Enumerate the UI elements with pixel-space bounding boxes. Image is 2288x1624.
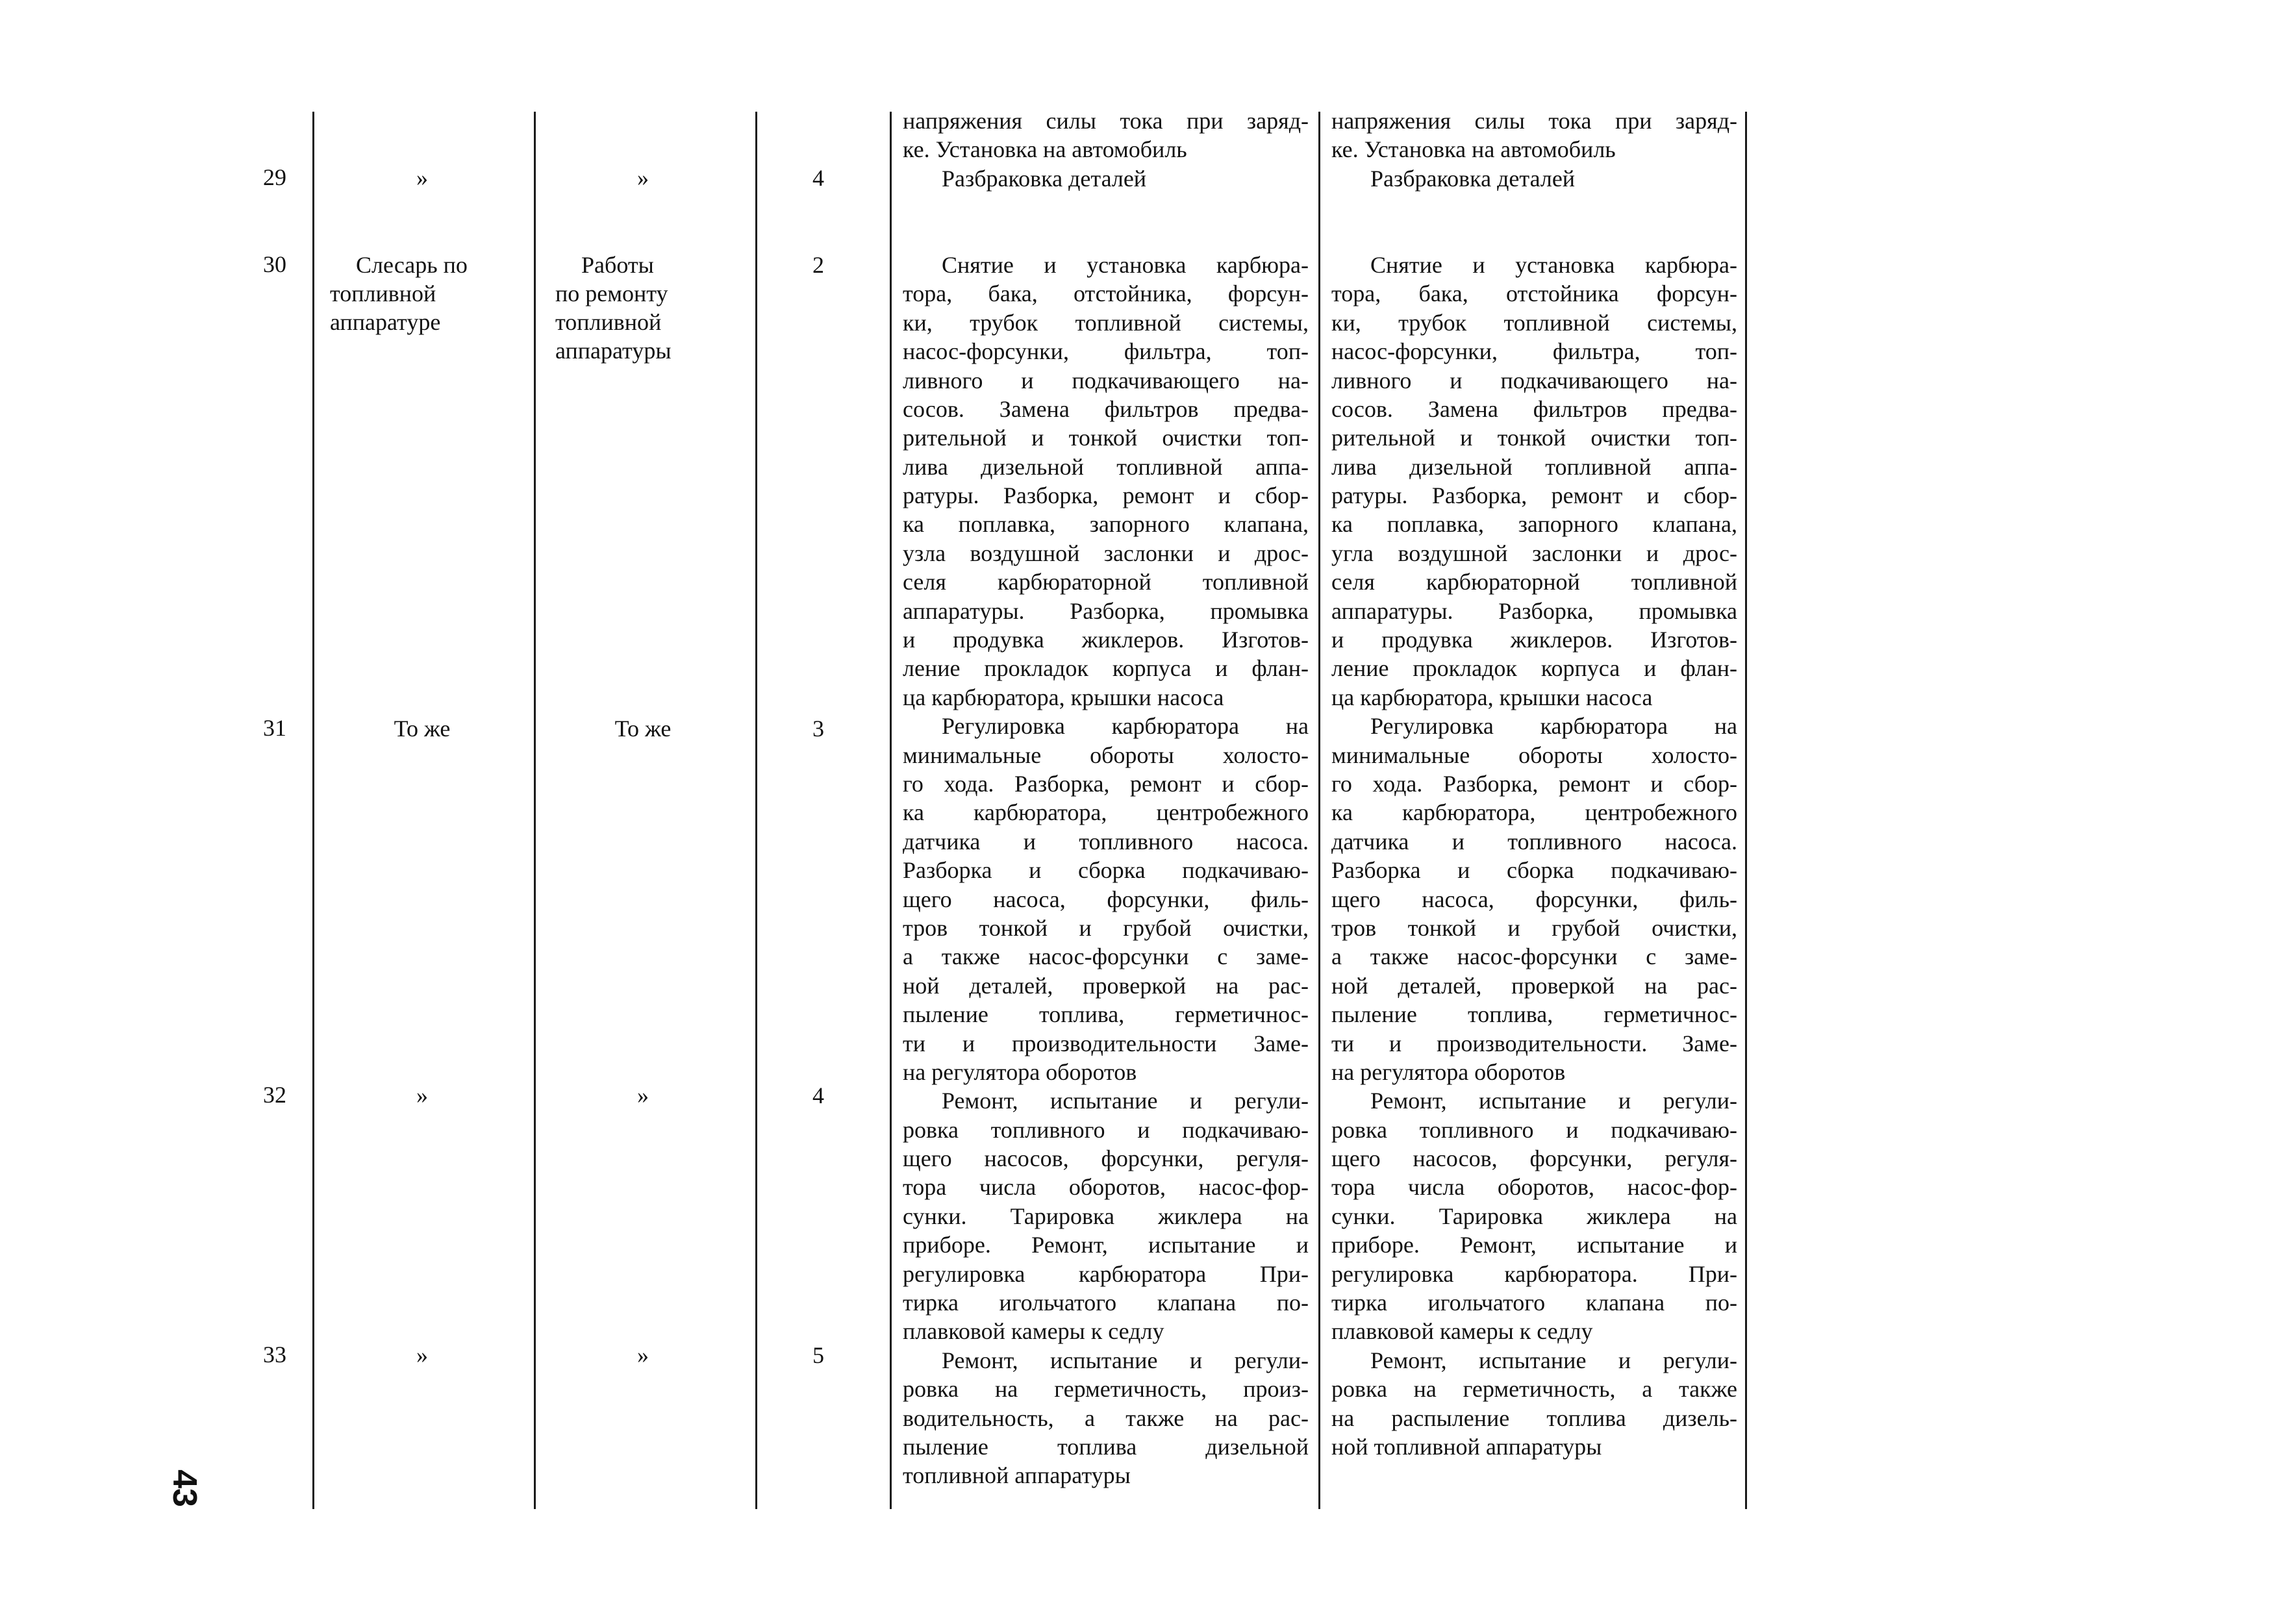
text-line: щего насоса, форсунки, филь- (903, 886, 1309, 912)
profession-cell: » (416, 1082, 428, 1108)
text-line: пыление топлива, герметичнос- (903, 1001, 1309, 1028)
text-line: Снятие и установка карбюра- (942, 251, 1309, 278)
text-line: приборе. Ремонт, испытание и (1331, 1232, 1737, 1258)
text-line: ка поплавка, запорного клапана, (903, 511, 1309, 538)
text-line: лива дизельной топливной аппа- (1331, 453, 1737, 480)
text-line: плавковой камеры к седлу (1331, 1318, 1593, 1345)
text-line: Разбраковка деталей (1370, 165, 1576, 192)
text-line: узла воздушной заслонки и дрос- (903, 540, 1309, 566)
text-line: тирка игольчатого клапана по- (1331, 1290, 1737, 1316)
text-line: напряжения силы тока при заряд- (1331, 108, 1737, 134)
page-number: 43 (165, 1469, 203, 1507)
text-line: а также насос-форсунки с заме- (903, 943, 1309, 970)
text-line: ровка на герметичность, произ- (903, 1376, 1309, 1403)
profession-cell-30 (325, 251, 520, 336)
text-line: ной деталей, проверкой на рас- (903, 972, 1309, 999)
text-line: лива дизельной топливной аппа- (903, 453, 1309, 480)
grade-cell: 4 (812, 165, 824, 191)
text-line: щего насосов, форсунки, регуля- (1331, 1145, 1737, 1172)
text-line: топливной аппаратуры (903, 1462, 1131, 1489)
profession-cell: » (416, 165, 428, 191)
text-line: ка карбюратора, центробежного (1331, 799, 1737, 826)
text-line: Разбраковка деталей (942, 165, 1147, 192)
column-rule-5 (1318, 112, 1320, 1509)
qualification-description-column (1331, 106, 1737, 1461)
text-line: на регулятора оборотов (1331, 1058, 1566, 1085)
text-line: го хода. Разборка, ремонт и сбор- (903, 770, 1309, 797)
text-line: ца карбюратора, крышки насоса (1331, 684, 1653, 710)
work-cell: » (637, 165, 649, 191)
text-line: ление прокладок корпуса и флан- (1331, 655, 1737, 682)
text-line: плавковой камеры к седлу (903, 1318, 1164, 1345)
work-cell: » (637, 1342, 649, 1368)
text-line: приборе. Ремонт, испытание и (903, 1232, 1309, 1258)
text-line: ной деталей, проверкой на рас- (1331, 972, 1737, 999)
grade-cell: 2 (812, 252, 824, 278)
work-cell: То же (614, 716, 672, 742)
column-rule-2 (534, 112, 536, 1509)
text-line: тора, бака, отстойника, форсун- (903, 281, 1309, 307)
text-line: на распыление топлива дизель- (1331, 1405, 1737, 1431)
text-line: ца карбюратора, крышки насоса (903, 684, 1224, 710)
text-line: рительной и тонкой очистки топ- (903, 425, 1309, 451)
profession-cell: То же (394, 716, 451, 742)
work-line: топливной (555, 309, 662, 335)
text-line: рительной и тонкой очистки топ- (1331, 425, 1737, 451)
text-line: регулировка карбюратора При- (903, 1260, 1309, 1287)
text-line: минимальные обороты холосто- (903, 742, 1309, 768)
column-rule-3 (755, 112, 757, 1509)
grade-cell: 4 (812, 1082, 824, 1108)
column-rule-4 (890, 112, 892, 1509)
text-line: минимальные обороты холосто- (1331, 742, 1737, 768)
text-line: тров тонкой и грубой очистки, (1331, 914, 1737, 941)
text-line (1331, 193, 1737, 221)
text-line (903, 222, 1309, 251)
text-line: тров тонкой и грубой очистки, (903, 914, 1309, 941)
text-line: регулировка карбюратора. При- (1331, 1260, 1737, 1287)
work-line: Работы (581, 252, 654, 278)
text-line: Ремонт, испытание и регули- (1370, 1347, 1737, 1373)
profession-line: аппаратуре (330, 309, 441, 335)
text-line: ки, трубок топливной системы, (1331, 309, 1737, 336)
text-line: тора числа оборотов, насос-фор- (903, 1174, 1309, 1201)
text-line: тирка игольчатого клапана по- (903, 1290, 1309, 1316)
profession-cell: » (416, 1342, 428, 1368)
profession-line: Слесарь по (356, 252, 468, 278)
grade-cell: 3 (812, 716, 824, 742)
text-line: Ремонт, испытание и регули- (1370, 1088, 1737, 1114)
text-line (903, 193, 1309, 221)
text-line: пыление топлива, герметичнос- (1331, 1001, 1737, 1028)
text-line: ратуры. Разборка, ремонт и сбор- (903, 482, 1309, 509)
text-line: водительность, а также на рас- (903, 1405, 1309, 1431)
work-line: по ремонту (555, 281, 668, 306)
row-number: 30 (263, 251, 286, 277)
grade-cell: 5 (812, 1342, 824, 1368)
text-line: Регулировка карбюратора на (942, 713, 1309, 740)
text-line: Разборка и сборка подкачиваю- (903, 857, 1309, 884)
text-line: Снятие и установка карбюра- (1370, 251, 1737, 278)
text-line: тора числа оборотов, насос-фор- (1331, 1174, 1737, 1201)
text-line: ке. Установка на автомобиль (903, 136, 1187, 163)
text-line: ратуры. Разборка, ремонт и сбор- (1331, 482, 1737, 509)
text-line: напряжения силы тока при заряд- (903, 108, 1309, 134)
text-line: ление прокладок корпуса и флан- (903, 655, 1309, 682)
text-line: ти и производительности Заме- (903, 1030, 1309, 1056)
text-line: селя карбюраторной топливной (903, 569, 1309, 595)
text-line: Ремонт, испытание и регули- (942, 1347, 1309, 1373)
text-line: ке. Установка на автомобиль (1331, 136, 1616, 163)
text-line: и продувка жиклеров. Изготов- (903, 627, 1309, 653)
text-line: ной топливной аппаратуры (1331, 1433, 1602, 1460)
text-line: щего насоса, форсунки, филь- (1331, 886, 1737, 912)
column-rule-6 (1745, 112, 1747, 1509)
work-cell-30 (546, 251, 740, 365)
text-line: сунки. Тарировка жиклера на (903, 1203, 1309, 1229)
row-number: 33 (263, 1342, 286, 1368)
work-description-column (903, 106, 1309, 1490)
profession-line: топливной (330, 281, 436, 306)
text-line: ка карбюратора, центробежного (903, 799, 1309, 826)
work-line: аппаратуры (555, 338, 672, 364)
text-line: аппаратуры. Разборка, промывка (1331, 597, 1737, 624)
text-line: насос-форсунки, фильтра, топ- (903, 338, 1309, 365)
text-line: ливного и подкачивающего на- (1331, 367, 1737, 394)
text-line: сосов. Замена фильтров предва- (1331, 395, 1737, 422)
text-line: насос-форсунки, фильтра, топ- (1331, 338, 1737, 365)
text-line: ки, трубок топливной системы, (903, 309, 1309, 336)
text-line: пыление топлива дизельной (903, 1433, 1309, 1460)
row-number: 29 (263, 164, 286, 190)
text-line: ти и производительности. Заме- (1331, 1030, 1737, 1056)
text-line: Разборка и сборка подкачиваю- (1331, 857, 1737, 884)
text-line: го хода. Разборка, ремонт и сбор- (1331, 770, 1737, 797)
text-line: угла воздушной заслонки и дрос- (1331, 540, 1737, 566)
row-number: 32 (263, 1082, 286, 1108)
text-line: датчика и топливного насоса. (1331, 828, 1737, 855)
text-line: сунки. Тарировка жиклера на (1331, 1203, 1737, 1229)
text-line: тора, бака, отстойника форсун- (1331, 281, 1737, 307)
text-line: ка поплавка, запорного клапана, (1331, 511, 1737, 538)
text-line: и продувка жиклеров. Изготов- (1331, 627, 1737, 653)
row-number: 31 (263, 715, 286, 741)
text-line: Регулировка карбюратора на (1370, 713, 1737, 740)
text-line: Ремонт, испытание и регули- (942, 1088, 1309, 1114)
work-cell: » (637, 1082, 649, 1108)
text-line: на регулятора оборотов (903, 1058, 1137, 1085)
text-line: селя карбюраторной топливной (1331, 569, 1737, 595)
text-line: щего насосов, форсунки, регуля- (903, 1145, 1309, 1172)
text-line: ровка топливного и подкачиваю- (1331, 1116, 1737, 1143)
text-line: а также насос-форсунки с заме- (1331, 943, 1737, 970)
text-line: ровка топливного и подкачиваю- (903, 1116, 1309, 1143)
text-line: ливного и подкачивающего на- (903, 367, 1309, 394)
text-line: сосов. Замена фильтров предва- (903, 395, 1309, 422)
text-line: ровка на герметичность, а также (1331, 1376, 1737, 1403)
column-rule-1 (312, 112, 314, 1509)
text-line: аппаратуры. Разборка, промывка (903, 597, 1309, 624)
text-line (1331, 222, 1737, 251)
text-line: датчика и топливного насоса. (903, 828, 1309, 855)
